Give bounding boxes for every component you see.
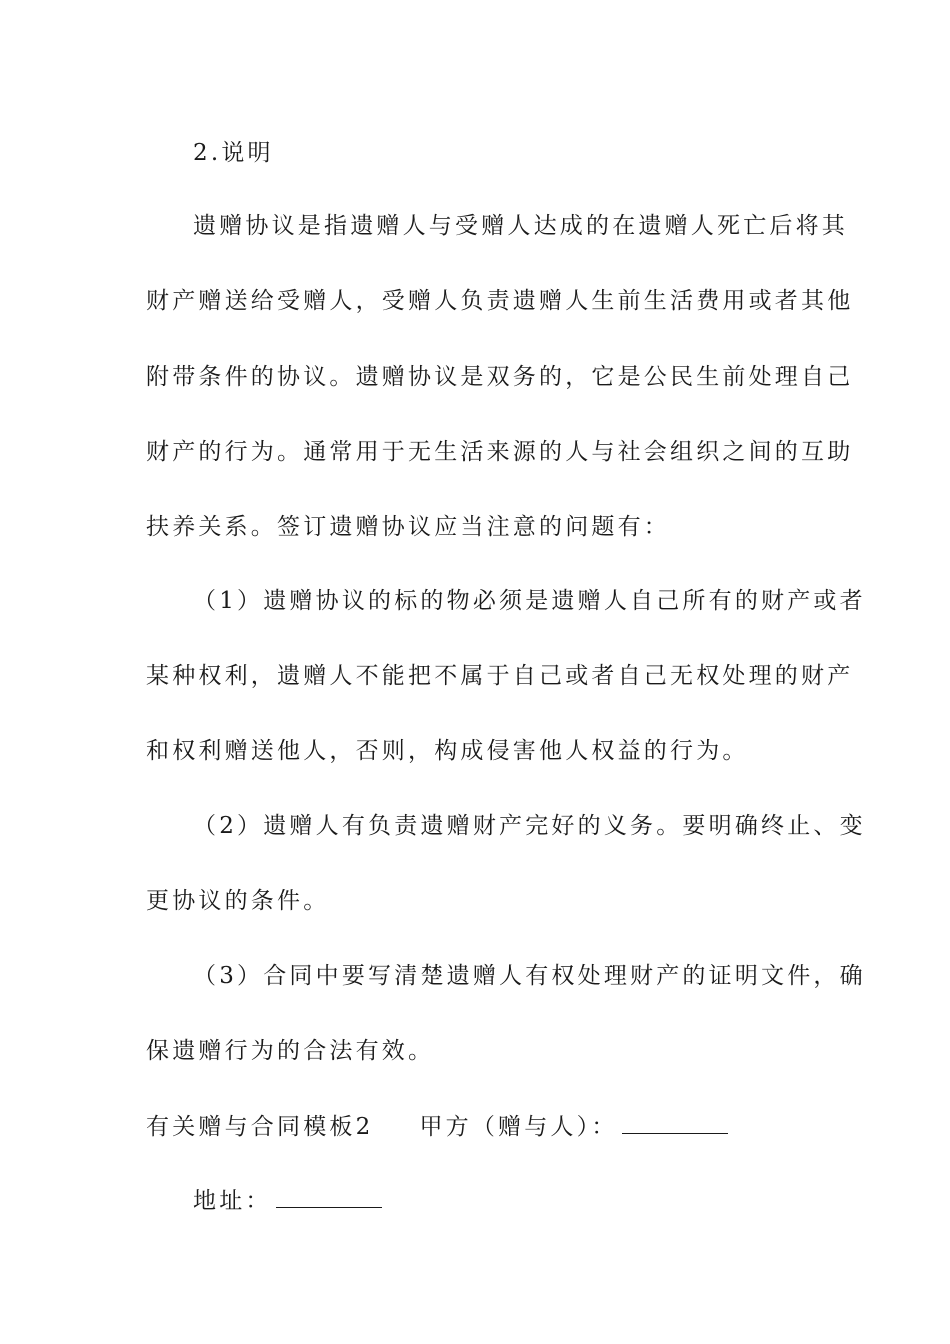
address-row (193, 1187, 853, 1213)
template-title: 有关赠与合同模板2 (146, 1114, 374, 1140)
section-heading: 2.说明 (193, 140, 274, 166)
paragraph-1-line-1: 遗赠协议是指遗赠人与受赠人达成的在遗赠人死亡后将其 (193, 213, 848, 239)
party-a-label: 甲方（赠与人）： (419, 1114, 618, 1140)
item-1-line-2: 某种权利，遗赠人不能把不属于自己或者自己无权处理的财产 (146, 663, 854, 689)
paragraph-1-line-3: 附带条件的协议。遗赠协议是双务的，它是公民生前处理自己 (146, 364, 854, 390)
paragraph-1-line-2: 财产赠送给受赠人，受赠人负责遗赠人生前生活费用或者其他 (146, 288, 854, 314)
address-label: 地址： (193, 1188, 272, 1214)
paragraph-1-line-4: 财产的行为。通常用于无生活来源的人与社会组织之间的互助 (146, 439, 854, 465)
item-3-line-1: （3）合同中要写清楚遗赠人有权处理财产的证明文件，确 (193, 963, 866, 989)
item-3-line-2: 保遗赠行为的合法有效。 (146, 1038, 435, 1064)
paragraph-1-line-5: 扶养关系。签订遗赠协议应当注意的问题有： (146, 514, 670, 540)
item-2-line-2: 更协议的条件。 (146, 888, 330, 914)
address-blank (276, 1187, 382, 1208)
template-title-row (146, 1113, 806, 1139)
party-a-blank (622, 1113, 728, 1134)
item-2-line-1: （2）遗赠人有负责遗赠财产完好的义务。要明确终止、变 (193, 813, 866, 839)
item-1-line-1: （1）遗赠协议的标的物必须是遗赠人自己所有的财产或者 (193, 588, 866, 614)
item-1-line-3: 和权利赠送他人，否则，构成侵害他人权益的行为。 (146, 738, 749, 764)
